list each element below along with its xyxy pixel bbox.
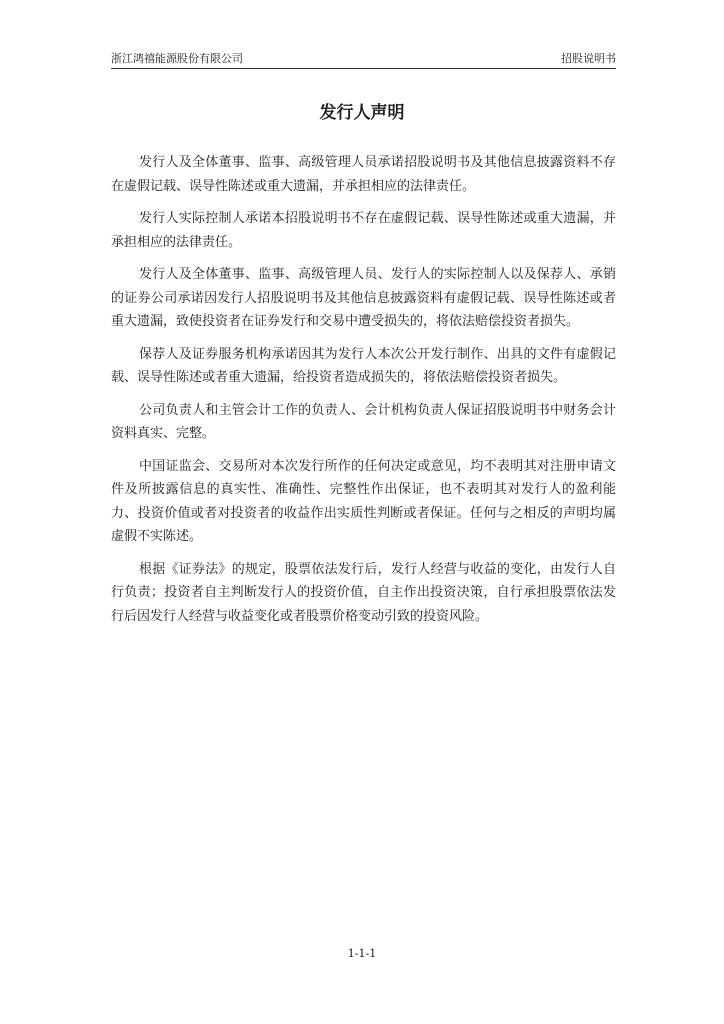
paragraph: 保荐人及证券服务机构承诺因其为发行人本次公开发行制作、出具的文件有虚假记载、误导性陈述或者重大遗漏，给投资者造成损失的，将依法赔偿投资者损失。 xyxy=(111,346,616,385)
paragraph: 发行人及全体董事、监事、高级管理人员承诺招股说明书及其他信息披露资料不存在虚假记载、误导性陈述或重大遗漏，并承担相应的法律责任。 xyxy=(111,155,616,194)
page-header xyxy=(111,51,616,69)
paragraph: 公司负责人和主管会计工作的负责人、会计机构负责人保证招股说明书中财务会计资料真实、完整。 xyxy=(111,402,616,441)
paragraph: 发行人实际控制人承诺本招股说明书不存在虚假记载、误导性陈述或重大遗漏，并承担相应的法律责任。 xyxy=(111,211,616,250)
page-title: 发行人声明 xyxy=(319,103,405,123)
page-number: 1-1-1 xyxy=(347,947,377,960)
paragraph: 中国证监会、交易所对本次发行所作的任何决定或意见，均不表明其对注册申请文件及所披露信息的真实性、准确性、完整性作出保证，也不表明其对发行人的盈利能力、投资价值或者对投资者的收益作出实质性判断或者保证。任何与之相反的声明均属虚假不实陈述。 xyxy=(111,458,616,544)
declaration-body xyxy=(111,151,616,637)
header-company-name: 浙江鸿禧能源股份有限公司 xyxy=(111,52,243,65)
header-document-type: 招股说明书 xyxy=(561,52,616,65)
paragraph: 发行人及全体董事、监事、高级管理人员、发行人的实际控制人以及保荐人、承销的证券公司承诺因发行人招股说明书及其他信息披露资料有虚假记载、误导性陈述或者重大遗漏，致使投资者在证券发行和交易中遭受损失的，将依法赔偿投资者损失。 xyxy=(111,267,616,329)
paragraph: 根据《证券法》的规定，股票依法发行后，发行人经营与收益的变化，由发行人自行负责；投资者自主判断发行人的投资价值，自主作出投资决策，自行承担股票依法发行后因发行人经营与收益变化或者股票价格变动引致的投资风险。 xyxy=(111,561,616,624)
